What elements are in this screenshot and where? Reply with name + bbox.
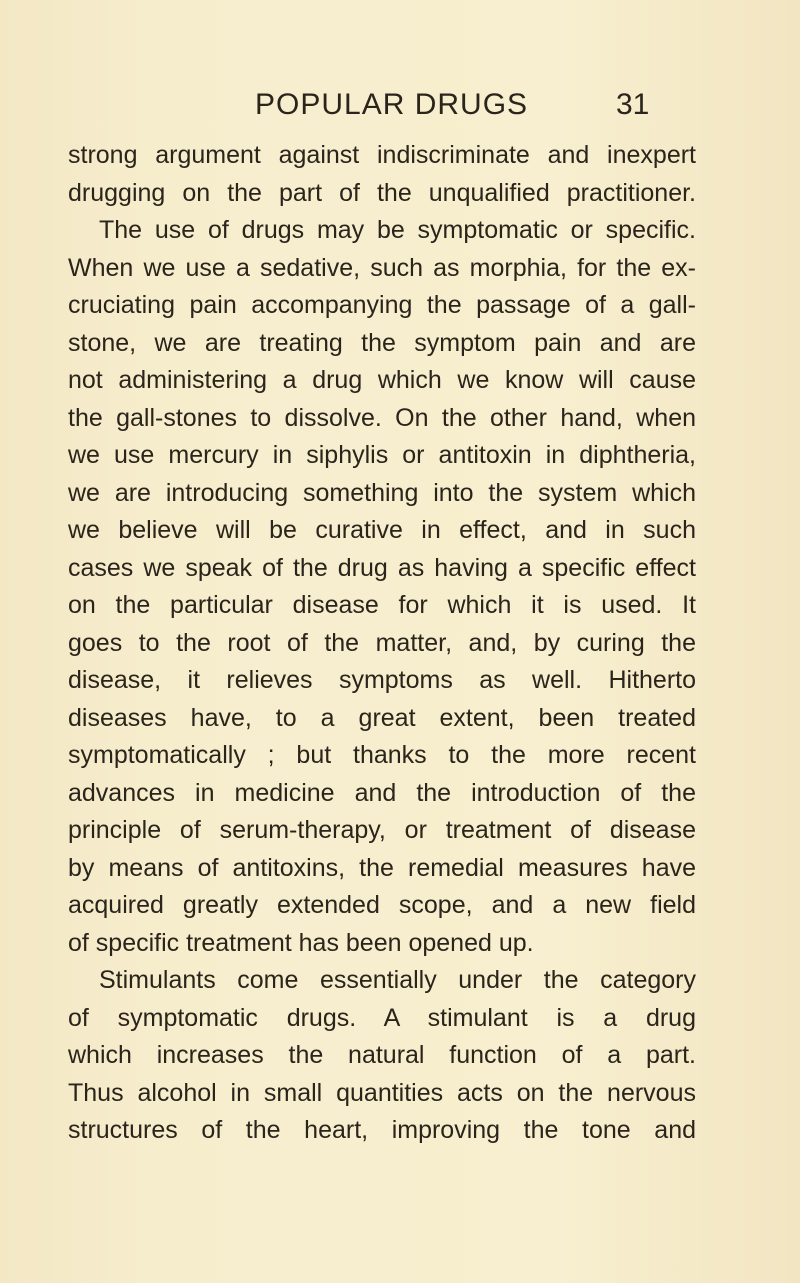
text-line: structures of the heart, improving the tone and	[68, 1116, 696, 1144]
text-line: symptomatically ; but thanks to the more recent	[68, 741, 696, 769]
text-line: goes to the root of the matter, and, by curing the	[68, 628, 696, 657]
text-line: Thus alcohol in small quantities acts on the nervous	[68, 1078, 696, 1107]
text-line: advances in medicine and the introduction of the	[68, 778, 696, 807]
text-line: drugging on the part of the unqualified practitioner.	[68, 178, 696, 207]
body-text	[68, 137, 696, 1150]
text-line: cruciating pain accompanying the passage of a gall-	[68, 291, 696, 319]
page-header	[0, 85, 800, 125]
text-line: The use of drugs may be symptomatic or specific.	[99, 216, 696, 244]
text-line: the gall-stones to dissolve. On the other hand, when	[68, 403, 696, 432]
text-line: diseases have, to a great extent, been treated	[68, 703, 696, 732]
text-line: disease, it relieves symptoms as well. Hitherto	[68, 666, 696, 694]
running-head: POPULAR DRUGS	[255, 88, 529, 121]
text-line: we are introducing something into the system which	[68, 478, 696, 507]
text-line: not administering a drug which we know will cause	[68, 366, 696, 394]
text-line: When we use a sedative, such as morphia, for the ex-	[68, 253, 696, 282]
text-line: we use mercury in siphylis or antitoxin in diphtheria,	[68, 441, 696, 469]
text-line: by means of antitoxins, the remedial measures have	[68, 853, 696, 882]
text-line: on the particular disease for which it is used. It	[68, 591, 696, 619]
text-line: of symptomatic drugs. A stimulant is a drug	[68, 1003, 696, 1032]
text-line: which increases the natural function of a part.	[68, 1041, 696, 1069]
text-line: strong argument against indiscriminate and inexpert	[68, 141, 696, 169]
text-line: principle of serum-therapy, or treatment of disease	[68, 816, 696, 844]
text-line: Stimulants come essentially under the category	[99, 966, 696, 994]
text-line: stone, we are treating the symptom pain and are	[68, 328, 696, 357]
text-line: of specific treatment has been opened up.	[68, 928, 534, 957]
text-line: cases we speak of the drug as having a specific effect	[68, 553, 696, 582]
page-number: 31	[616, 88, 650, 121]
text-line: acquired greatly extended scope, and a new field	[68, 891, 696, 919]
text-line: we believe will be curative in effect, and in such	[68, 516, 696, 544]
